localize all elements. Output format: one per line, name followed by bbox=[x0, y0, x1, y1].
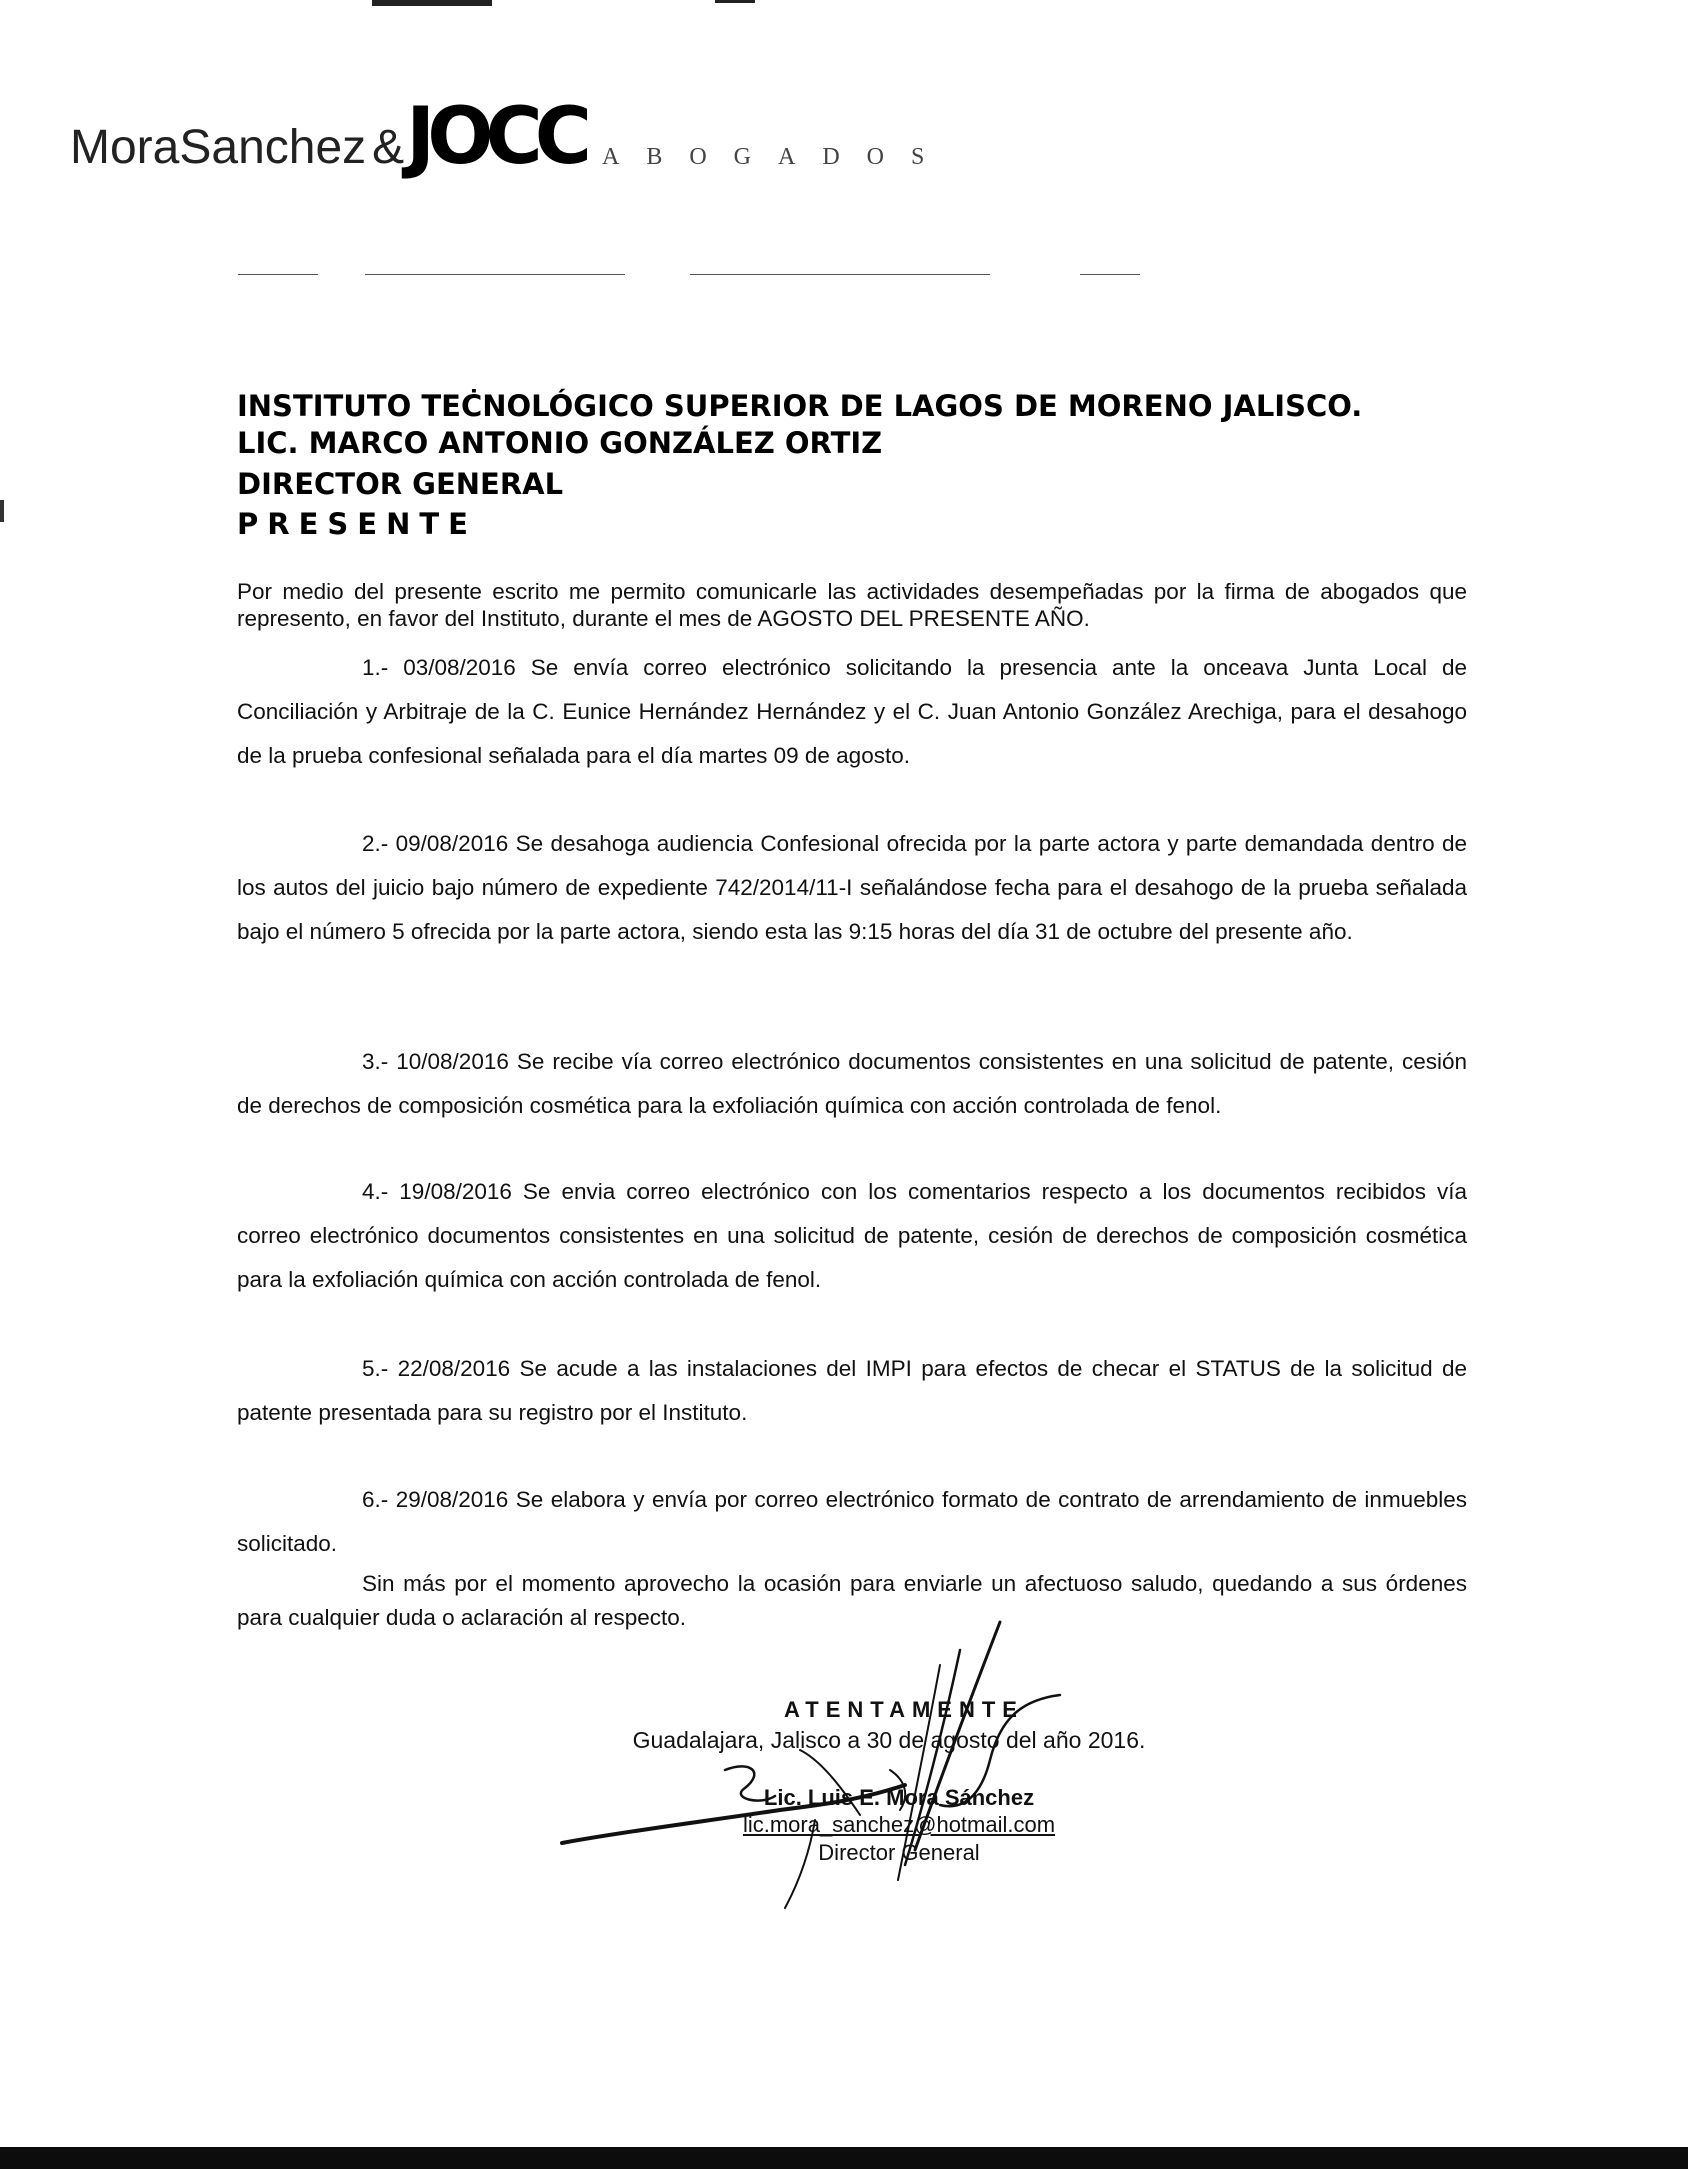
scan-artifact bbox=[0, 500, 4, 522]
logo-brand-main: MoraSanchez bbox=[70, 121, 367, 174]
recipient-presente: PRESENTE bbox=[237, 507, 477, 541]
activity-item-2: 2.- 09/08/2016 Se desahoga audiencia Confesional ofrecida por la parte actora y parte demandada dentro de los autos del juicio bajo número de expediente 742/2014/11-I señalándose fecha para el desahogo de la prueba señalada bajo el número 5 ofrecida por la parte actora, siendo esta las 9:15 horas del día 31 de octubre del presente año. bbox=[237, 831, 1467, 944]
logo-mark: JOCC bbox=[406, 91, 584, 182]
recipient-name: LIC. MARCO ANTONIO GONZÁLEZ ORTIZ bbox=[237, 426, 883, 460]
logo-ampersand: & bbox=[372, 121, 405, 174]
letterhead-rule bbox=[365, 274, 625, 275]
signer-name: Lic. Luis E. Mora Sánchez bbox=[763, 1785, 1035, 1810]
letterhead-logo bbox=[70, 91, 584, 182]
activity-item-3: 3.- 10/08/2016 Se recibe vía correo electrónico documentos consistentes en una solicitud de patente, cesión de derechos de composición cosmética para la exfoliación química con acción controlada de fenol. bbox=[237, 1049, 1467, 1118]
activity-item-4: 4.- 19/08/2016 Se envia correo electrónico con los comentarios respecto a los documentos recibidos vía correo electrónico documentos consistentes en una solicitud de patente, cesión de derechos de composición cosmética para la exfoliación química con acción controlada de fenol. bbox=[237, 1179, 1467, 1292]
activity-item-5: 5.- 22/08/2016 Se acude a las instalaciones del IMPI para efectos de checar el STATUS de la solicitud de patente presentada para su registro por el Instituto. bbox=[237, 1356, 1467, 1425]
logo-subtitle: ABOGADOS bbox=[602, 144, 952, 170]
signer-role: Director General bbox=[818, 1840, 980, 1865]
scan-artifact bbox=[715, 0, 755, 3]
letterhead-rule bbox=[690, 274, 990, 275]
handwritten-signature bbox=[560, 1610, 1080, 1910]
scan-artifact bbox=[0, 2147, 1688, 2169]
activity-item-1: 1.- 03/08/2016 Se envía correo electrónico solicitando la presencia ante la onceava Junta Local de Conciliación y Arbitraje de la C. Eunice Hernández Hernández y el C. Juan Antonio González Arechiga, para el desahogo de la prueba confesional señalada para el día martes 09 de agosto. bbox=[237, 655, 1467, 768]
letterhead-rule bbox=[1080, 274, 1140, 275]
signature-place-date: Guadalajara, Jalisco a 30 de agosto del año 2016. bbox=[632, 1727, 1146, 1753]
activity-item-6: 6.- 29/08/2016 Se elabora y envía por correo electrónico formato de contrato de arrendamiento de inmuebles solicitado. bbox=[237, 1487, 1467, 1556]
recipient-title: DIRECTOR GENERAL bbox=[237, 467, 564, 501]
scan-artifact bbox=[372, 0, 492, 6]
signer-email: lic.mora_sanchez@hotmail.com bbox=[742, 1812, 1056, 1837]
closing-paragraph: Sin más por el momento aprovecho la ocasión para enviarle un afectuoso saludo, quedando a sus órdenes para cualquier duda o aclaración al respecto. bbox=[237, 1571, 1467, 1630]
recipient-institution: INSTITUTO TEĊNOLÓGICO SUPERIOR DE LAGOS DE MORENO JALISCO. bbox=[237, 389, 1363, 423]
letterhead-rule bbox=[238, 274, 318, 275]
signature-salutation: ATENTAMENTE bbox=[784, 1697, 1024, 1722]
intro-paragraph: Por medio del presente escrito me permito comunicarle las actividades desempeñadas por la firma de abogados que represento, en favor del Instituto, durante el mes de AGOSTO DEL PRESENTE AÑO. bbox=[237, 579, 1467, 631]
